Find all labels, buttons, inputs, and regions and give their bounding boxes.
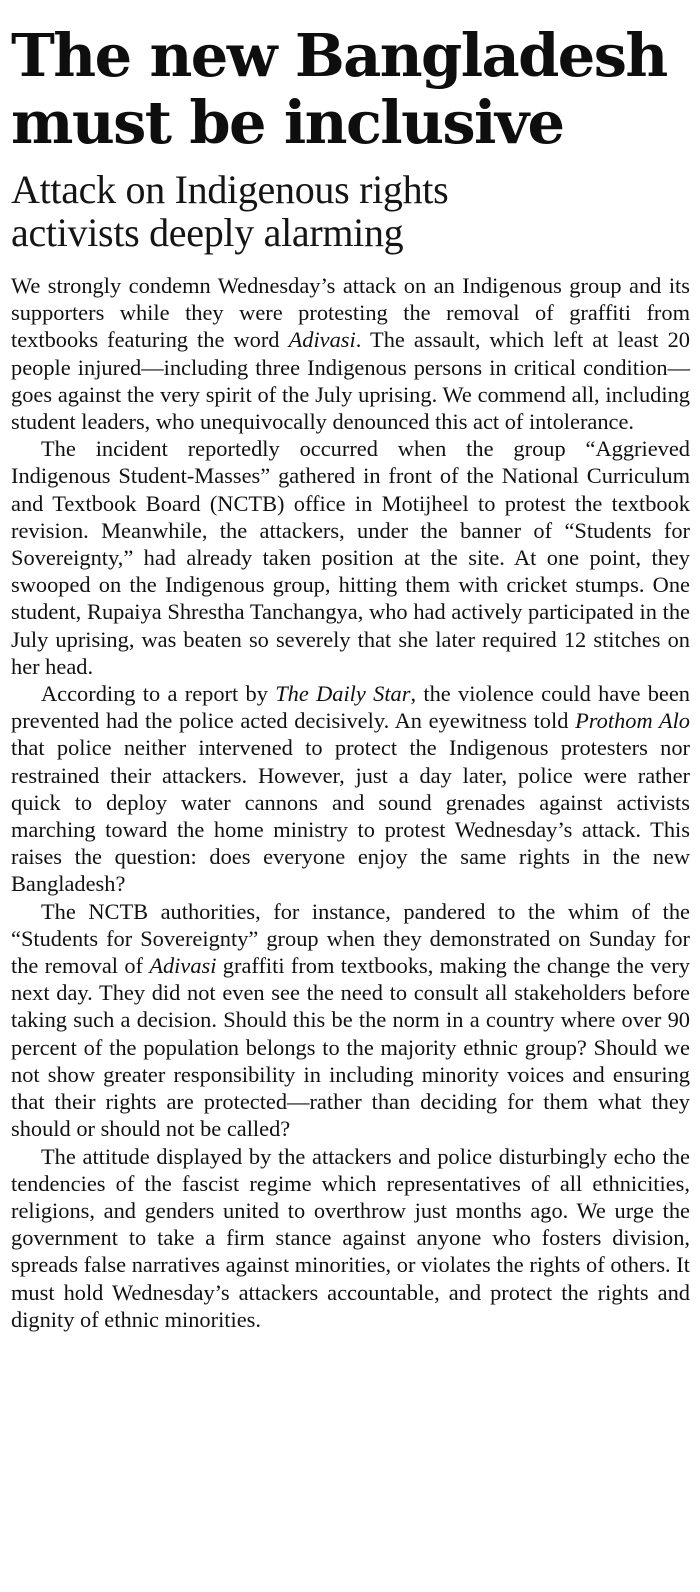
headline-line-2: must be inclusive — [11, 88, 564, 157]
subheadline-line-2: activists deeply alarming — [11, 210, 404, 255]
paragraph-4-text-cont: graffiti from textbooks, making the change the very next day. They did not even see the need to consult all stakeholders before taking such a decision. Should this be the norm in a country where over 90 percent of the population belongs to the majority ethnic group? Should we not show greater responsibility in including minority voices and ensuring that their rights are protected—rather than deciding for them what they should or should not be called? — [11, 953, 690, 1142]
paragraph-1-text: We strongly condemn Wednesday’s attack on an Indigenous group and its supporters while they were protesting the removal of graffiti from textbooks featuring the word — [11, 273, 690, 353]
paragraph-1 — [11, 272, 690, 435]
subheadline-line-1: Attack on Indigenous rights — [11, 167, 449, 212]
paragraph-3 — [11, 680, 690, 898]
subheadline — [11, 168, 690, 254]
italic-term-adivasi: Adivasi — [288, 327, 356, 353]
paragraph-3-text-cont: , the violence could have been prevented had the police acted decisively. An eyewitness told — [11, 681, 691, 734]
paragraph-1-text-cont: . The assault, which left at least 20 people injured—including three Indigenous persons in critical condition—goes against the very spirit of the July uprising. We commend all, including student leaders, who unequivocally denounced this act of intolerance. — [11, 327, 690, 435]
article-body — [11, 272, 690, 1333]
italic-publication-daily-star: The Daily Star — [275, 681, 411, 707]
paragraph-3-text-end: that police neither intervened to protect the Indigenous protesters nor restrained their attackers. However, just a day later, police were rather quick to deploy water cannons and sound grenades against activists marching toward the home ministry to protest Wednesday’s attack. This raises the question: does everyone enjoy the same rights in the new Bangladesh? — [11, 735, 690, 897]
paragraph-3-text: According to a report by — [41, 681, 276, 707]
paragraph-4 — [11, 898, 690, 1143]
italic-publication-prothom-alo: Prothom Alo — [575, 708, 690, 734]
paragraph-2 — [11, 435, 690, 680]
paragraph-2-text: The incident reportedly occurred when the group “Aggrieved Indigenous Student-Masses” gathered in front of the National Curriculum and Textbook Board (NCTB) office in Motijheel to protest the textbook revision. Meanwhile, the attackers, under the banner of “Students for Sovereignty,” had already taken position at the site. At one point, they swooped on the Indigenous group, hitting them with cricket stumps. One student, Rupaiya Shrestha Tanchangya, who had actively participated in the July uprising, was beaten so severely that she later required 12 stitches on her head. — [11, 436, 690, 679]
paragraph-5 — [11, 1143, 690, 1333]
italic-term-adivasi-2: Adivasi — [149, 953, 217, 979]
headline-line-1: The new Bangladesh — [11, 21, 667, 90]
paragraph-4-text: The NCTB authorities, for instance, pandered to the whim of the “Students for Sovereignty” group when they demonstrated on Sunday for the removal of — [11, 898, 690, 979]
headline — [11, 22, 690, 156]
paragraph-5-text: The attitude displayed by the attackers and police disturbingly echo the tendencies of the fascist regime which representatives of all ethnicities, religions, and genders united to overthrow just months ago. We urge the government to take a firm stance against anyone who fosters division, spreads false narratives against minorities, or violates the rights of others. It must hold Wednesday’s attackers accountable, and protect the rights and dignity of ethnic minorities. — [11, 1143, 690, 1332]
